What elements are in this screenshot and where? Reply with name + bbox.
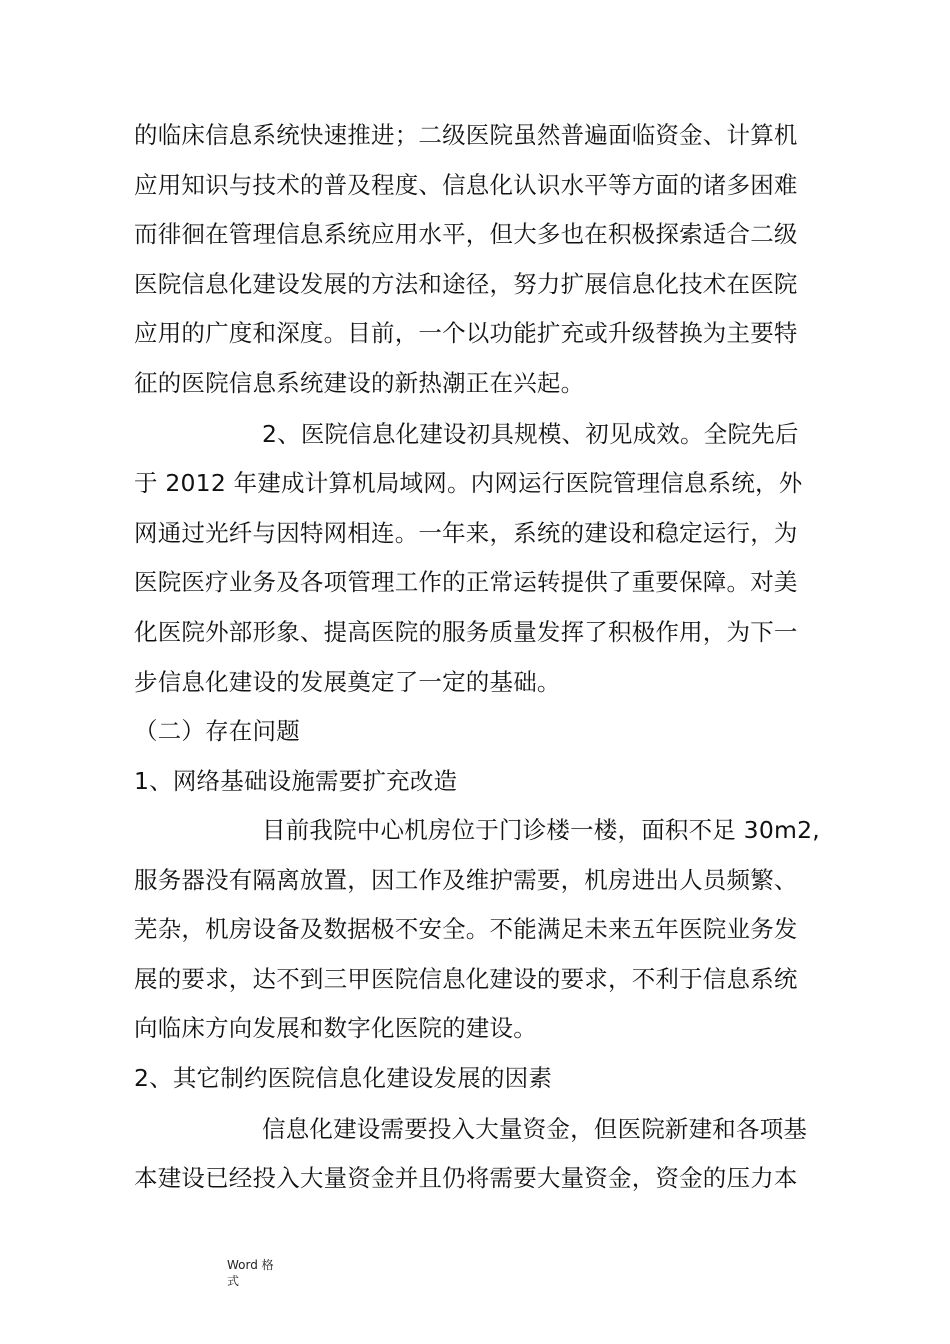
footer-label: 式 bbox=[227, 1274, 240, 1288]
text-line: 的临床信息系统快速推进；二级医院虽然普遍面临资金、计算机 bbox=[134, 121, 798, 149]
text-line: 应用的广度和深度。目前，一个以功能扩充或升级替换为主要特 bbox=[134, 319, 798, 347]
text-line: 征的医院信息系统建设的新热潮正在兴起。 bbox=[134, 369, 585, 397]
text-line: 服务器没有隔离放置，因工作及维护需要，机房进出人员频繁、 bbox=[134, 866, 798, 894]
text-line: 目前我院中心机房位于门诊楼一楼，面积不足 30m2, bbox=[262, 816, 820, 844]
text-line: 本建设已经投入大量资金并且仍将需要大量资金，资金的压力本 bbox=[134, 1164, 798, 1192]
subsection-heading: 2、其它制约医院信息化建设发展的因素 bbox=[134, 1064, 553, 1092]
text-line: 网通过光纤与因特网相连。一年来，系统的建设和稳定运行，为 bbox=[134, 519, 798, 547]
text-line: 应用知识与技术的普及程度、信息化认识水平等方面的诸多困难 bbox=[134, 171, 798, 199]
text-line: 芜杂，机房设备及数据极不安全。不能满足未来五年医院业务发 bbox=[134, 915, 798, 943]
text-line: 于 2012 年建成计算机局域网。内网运行医院管理信息系统，外 bbox=[134, 469, 803, 497]
text-line: 而徘徊在管理信息系统应用水平，但大多也在积极探索适合二级 bbox=[134, 220, 798, 248]
subsection-heading: 1、网络基础设施需要扩充改造 bbox=[134, 767, 458, 795]
text-line: 医院信息化建设发展的方法和途径，努力扩展信息化技术在医院 bbox=[134, 270, 798, 298]
text-line: 向临床方向发展和数字化医院的建设。 bbox=[134, 1014, 537, 1042]
text-line: 医院医疗业务及各项管理工作的正常运转提供了重要保障。对美 bbox=[134, 568, 798, 596]
text-line: 信息化建设需要投入大量资金，但医院新建和各项基 bbox=[262, 1115, 808, 1143]
section-heading: （二）存在问题 bbox=[134, 717, 300, 745]
footer-label: Word 格 bbox=[227, 1258, 274, 1272]
text-line: 化医院外部形象、提高医院的服务质量发挥了积极作用，为下一 bbox=[134, 618, 798, 646]
paragraph-heading: 2、医院信息化建设初具规模、初见成效。全院先后 bbox=[262, 420, 799, 448]
text-line: 展的要求，达不到三甲医院信息化建设的要求，不利于信息系统 bbox=[134, 965, 798, 993]
text-line: 步信息化建设的发展奠定了一定的基础。 bbox=[134, 668, 561, 696]
